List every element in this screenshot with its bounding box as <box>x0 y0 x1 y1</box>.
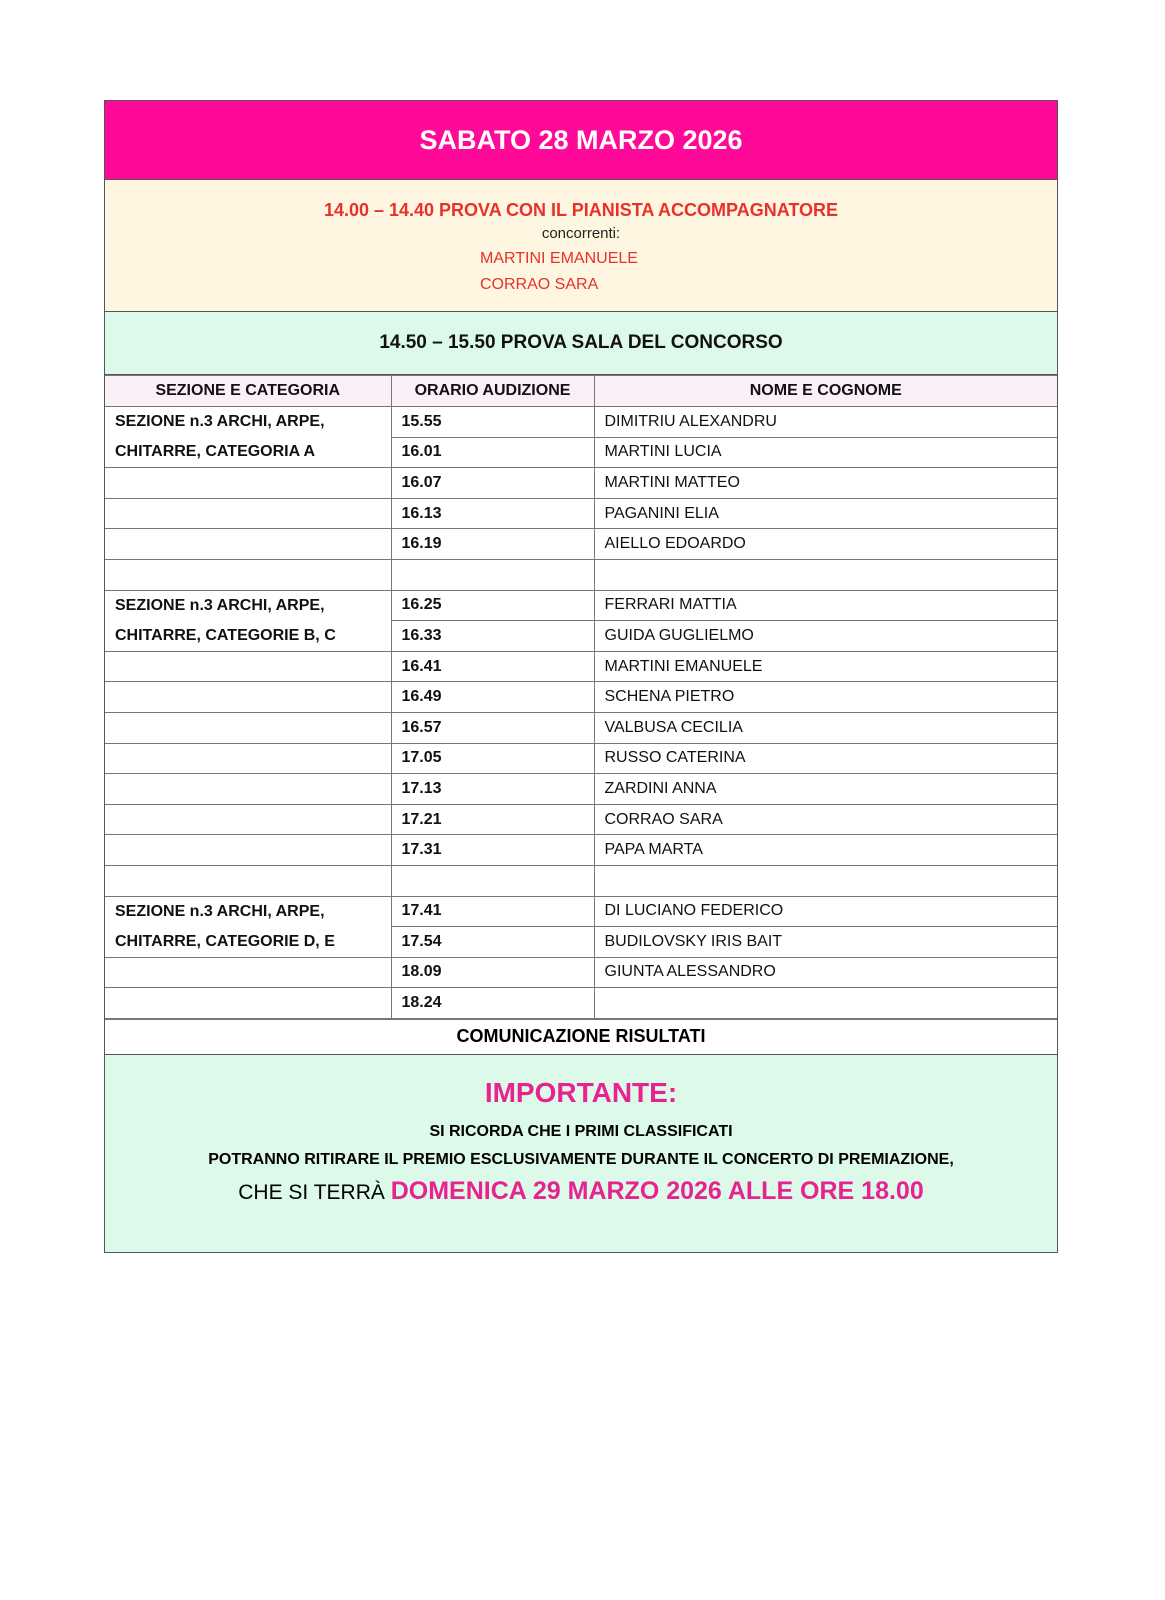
competitor-name: CORRAO SARA <box>480 276 599 293</box>
name-cell <box>594 559 1057 590</box>
notice-line-3 <box>105 1177 1057 1206</box>
section-cell <box>105 712 391 743</box>
name-cell: BUDILOVSKY IRIS BAIT <box>594 927 1057 958</box>
table-row <box>105 774 1057 805</box>
time-cell: 17.41 <box>391 896 594 927</box>
time-cell: 17.05 <box>391 743 594 774</box>
table-row <box>105 712 1057 743</box>
section-cell <box>105 559 391 590</box>
section-cell <box>105 468 391 499</box>
time-cell: 17.31 <box>391 835 594 866</box>
name-cell: ZARDINI ANNA <box>594 774 1057 805</box>
section-cell <box>105 743 391 774</box>
table-row <box>105 621 1057 652</box>
name-cell: MARTINI LUCIA <box>594 437 1057 468</box>
time-cell <box>391 559 594 590</box>
table-row <box>105 988 1057 1019</box>
piano-rehearsal-title: 14.00 – 14.40 PROVA CON IL PIANISTA ACCOMPAGNATORE <box>323 200 839 220</box>
table-row <box>105 896 1057 927</box>
table-row <box>105 407 1057 438</box>
section-cell: SEZIONE n.3 ARCHI, ARPE, <box>105 896 391 927</box>
notice-line-1: SI RICORDA CHE I PRIMI CLASSIFICATI <box>429 1122 733 1140</box>
time-cell: 16.19 <box>391 529 594 560</box>
section-cell <box>105 804 391 835</box>
hall-rehearsal-title: 14.50 – 15.50 PROVA SALA DEL CONCORSO <box>105 312 1057 375</box>
section-cell <box>105 957 391 988</box>
table-row <box>105 468 1057 499</box>
time-cell: 16.33 <box>391 621 594 652</box>
section-cell <box>105 498 391 529</box>
time-cell: 18.24 <box>391 988 594 1019</box>
column-header-time: ORARIO AUDIZIONE <box>391 376 594 407</box>
name-cell: CORRAO SARA <box>594 804 1057 835</box>
column-header-section: SEZIONE E CATEGORIA <box>105 376 391 407</box>
time-cell: 17.54 <box>391 927 594 958</box>
time-cell: 16.41 <box>391 651 594 682</box>
time-cell: 16.57 <box>391 712 594 743</box>
table-row <box>105 498 1057 529</box>
notice-heading: IMPORTANTE: <box>484 1076 678 1108</box>
name-cell: GIUNTA ALESSANDRO <box>594 957 1057 988</box>
piano-rehearsal-section <box>105 180 1057 312</box>
column-header-name: NOME E COGNOME <box>594 376 1057 407</box>
time-cell <box>391 865 594 896</box>
section-cell <box>105 835 391 866</box>
time-cell: 16.01 <box>391 437 594 468</box>
time-cell: 18.09 <box>391 957 594 988</box>
name-cell: FERRARI MATTIA <box>594 590 1057 621</box>
schedule-document <box>104 100 1058 1253</box>
name-cell: DIMITRIU ALEXANDRU <box>594 407 1057 438</box>
name-cell: RUSSO CATERINA <box>594 743 1057 774</box>
name-cell: MARTINI MATTEO <box>594 468 1057 499</box>
important-notice <box>105 1055 1057 1252</box>
time-cell: 16.07 <box>391 468 594 499</box>
competitors-label: concorrenti: <box>541 225 621 242</box>
table-row <box>105 590 1057 621</box>
section-cell: SEZIONE n.3 ARCHI, ARPE, <box>105 407 391 438</box>
section-cell: SEZIONE n.3 ARCHI, ARPE, <box>105 590 391 621</box>
award-concert-date: DOMENICA 29 MARZO 2026 ALLE ORE 18.00 <box>390 1176 924 1205</box>
section-cell <box>105 682 391 713</box>
table-row <box>105 529 1057 560</box>
time-cell: 17.21 <box>391 804 594 835</box>
notice-line-3-prefix: CHE SI TERRÀ <box>238 1180 385 1204</box>
section-cell <box>105 529 391 560</box>
section-cell <box>105 774 391 805</box>
page-title: SABATO 28 MARZO 2026 <box>105 101 1057 180</box>
table-row <box>105 682 1057 713</box>
table-row <box>105 804 1057 835</box>
section-cell: CHITARRE, CATEGORIA A <box>105 437 391 468</box>
table-row <box>105 743 1057 774</box>
name-cell: AIELLO EDOARDO <box>594 529 1057 560</box>
name-cell <box>594 865 1057 896</box>
time-cell: 16.13 <box>391 498 594 529</box>
section-cell <box>105 988 391 1019</box>
name-cell: GUIDA GUGLIELMO <box>594 621 1057 652</box>
name-cell: SCHENA PIETRO <box>594 682 1057 713</box>
time-cell: 15.55 <box>391 407 594 438</box>
time-cell: 17.13 <box>391 774 594 805</box>
name-cell: PAPA MARTA <box>594 835 1057 866</box>
name-cell: MARTINI EMANUELE <box>594 651 1057 682</box>
table-row <box>105 865 1057 896</box>
table-row <box>105 835 1057 866</box>
section-cell: CHITARRE, CATEGORIE B, C <box>105 621 391 652</box>
audition-table <box>105 375 1057 1019</box>
time-cell: 16.49 <box>391 682 594 713</box>
table-row <box>105 437 1057 468</box>
competitor-name: MARTINI EMANUELE <box>480 250 638 267</box>
notice-line-2: POTRANNO RITIRARE IL PREMIO ESCLUSIVAMENTE DURANTE IL CONCERTO DI PREMIAZIONE, <box>208 1150 954 1168</box>
section-cell: CHITARRE, CATEGORIE D, E <box>105 927 391 958</box>
table-row <box>105 559 1057 590</box>
name-cell: DI LUCIANO FEDERICO <box>594 896 1057 927</box>
table-row <box>105 927 1057 958</box>
time-cell: 16.25 <box>391 590 594 621</box>
section-cell <box>105 865 391 896</box>
name-cell: VALBUSA CECILIA <box>594 712 1057 743</box>
results-announcement: COMUNICAZIONE RISULTATI <box>105 1019 1057 1055</box>
name-cell: PAGANINI ELIA <box>594 498 1057 529</box>
name-cell <box>594 988 1057 1019</box>
table-row <box>105 957 1057 988</box>
section-cell <box>105 651 391 682</box>
table-row <box>105 651 1057 682</box>
